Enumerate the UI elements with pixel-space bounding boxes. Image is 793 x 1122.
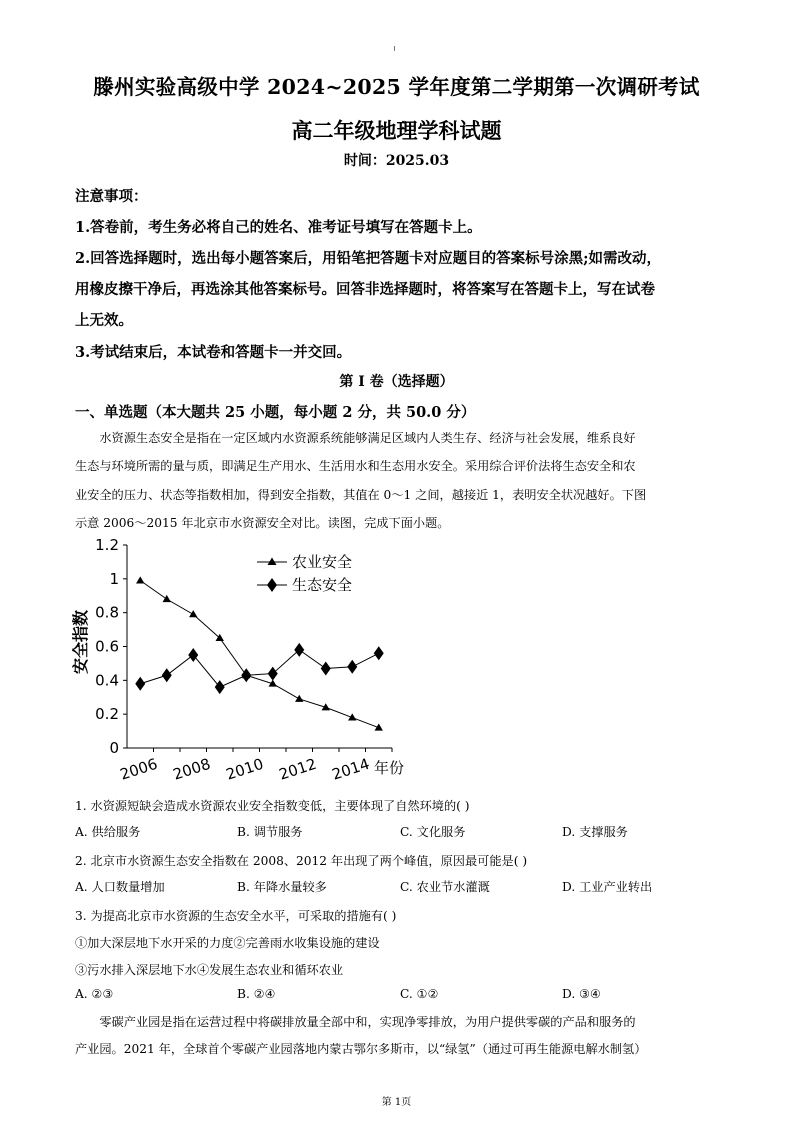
legend-marker-triangle bbox=[268, 558, 277, 566]
data-point-diamond bbox=[294, 643, 304, 657]
question-3-option-b: B. ②④ bbox=[237, 987, 276, 1001]
question-3-line-2: ③污水排入深层地下水④发展生态农业和循环农业 bbox=[75, 963, 344, 977]
y-tick-label: 0.4 bbox=[95, 671, 119, 690]
question-2-option-d: D. 工业产业转出 bbox=[562, 880, 653, 894]
y-tick-label: 1.2 bbox=[95, 536, 119, 554]
y-tick-label: 0.6 bbox=[95, 637, 119, 656]
question-3-option-d: D. ③④ bbox=[562, 987, 601, 1001]
passage-1-line-1: 水资源生态安全是指在一定区域内水资源系统能够满足区域内人类生存、经济与社会发展，维系良好 bbox=[75, 431, 636, 445]
x-tick-label: 2010 bbox=[223, 754, 266, 784]
passage-2-line-1: 零碳产业园是指在运营过程中将碳排放量全部中和，实现净零排放，为用户提供零碳的产品和服务的 bbox=[75, 1015, 636, 1029]
question-2-option-c: C. 农业节水灌溉 bbox=[400, 880, 490, 894]
data-point-diamond bbox=[347, 660, 357, 674]
data-point-triangle bbox=[163, 595, 171, 602]
y-tick-label: 0 bbox=[109, 739, 119, 757]
section-title: 第 I 卷（选择题） bbox=[339, 374, 454, 390]
question-3-option-a: A. ②③ bbox=[75, 987, 114, 1001]
notice-item-3: 3.考试结束后，本试卷和答题卡一并交回。 bbox=[75, 344, 352, 361]
notice-item-2-line-3: 上无效。 bbox=[75, 312, 133, 329]
question-2-option-b: B. 年降水量较多 bbox=[237, 880, 327, 894]
water-safety-chart bbox=[70, 535, 430, 785]
legend-label-2: 生态安全 bbox=[292, 576, 353, 594]
legend-marker-diamond bbox=[267, 578, 277, 592]
data-point-triangle bbox=[189, 610, 197, 617]
question-3-option-c: C. ①② bbox=[400, 987, 439, 1001]
x-tick-label: 2014 bbox=[329, 754, 372, 784]
data-point-triangle bbox=[136, 576, 144, 583]
x-tick-label: 2008 bbox=[170, 754, 213, 784]
data-point-diamond bbox=[162, 668, 172, 682]
x-tick-label: 2012 bbox=[276, 754, 319, 784]
notice-item-1: 1.答卷前，考生务必将自己的姓名、准考证号填写在答题卡上。 bbox=[75, 219, 482, 236]
question-1-option-d: D. 支撑服务 bbox=[562, 825, 628, 839]
question-3-stem: 3. 为提高北京市水资源的生态安全水平，可采取的措施有( ) bbox=[75, 909, 397, 923]
exam-title: 滕州实验高级中学 2024~2025 学年度第二学期第一次调研考试 bbox=[93, 75, 700, 99]
question-1-option-b: B. 调节服务 bbox=[237, 825, 303, 839]
question-3-line-1: ①加大深层地下水开采的力度②完善雨水收集设施的建设 bbox=[75, 936, 380, 950]
data-point-diamond bbox=[321, 661, 331, 675]
series-line-2 bbox=[140, 650, 379, 687]
passage-1-line-2: 生态与环境所需的量与质，即满足生产用水、生活用水和生态用水安全。采用综合评价法将生态安全和农 bbox=[75, 459, 636, 473]
series-line-1 bbox=[140, 581, 379, 728]
passage-1-line-4: 示意 2006～2015 年北京市水资源安全对比。读图，完成下面小题。 bbox=[75, 516, 450, 530]
data-point-diamond bbox=[268, 667, 278, 681]
passage-1-line-3: 业安全的压力、状态等指数相加，得到安全指数，其值在 0～1 之间，越接近 1，表明安全状况越好。下图 bbox=[75, 488, 647, 502]
question-1-option-a: A. 供给服务 bbox=[75, 825, 141, 839]
exam-time: 时间：2025.03 bbox=[343, 153, 450, 169]
passage-2-line-2: 产业园。2021 年，全球首个零碳产业园落地内蒙古鄂尔多斯市，以“绿氢”（通过可再生能源电解水制氢） bbox=[75, 1042, 647, 1056]
y-tick-label: 0.2 bbox=[95, 705, 119, 724]
data-point-diamond bbox=[374, 646, 384, 660]
data-point-triangle bbox=[295, 695, 303, 702]
page-number: 第 1页 bbox=[381, 1097, 412, 1108]
top-mark bbox=[394, 46, 395, 51]
question-2-option-a: A. 人口数量增加 bbox=[75, 880, 165, 894]
y-tick-label: 1 bbox=[109, 569, 119, 588]
x-axis-label: 年份 bbox=[374, 759, 405, 777]
question-1-stem: 1. 水资源短缺会造成水资源农业安全指数变低，主要体现了自然环境的( ) bbox=[75, 799, 470, 813]
section-heading: 一、单选题（本大题共 25 小题，每小题 2 分，共 50.0 分） bbox=[75, 404, 476, 421]
y-axis-label: 安全指数 bbox=[71, 609, 90, 675]
notice-item-2-line-2: 用橡皮擦干净后，再选涂其他答案标号。回答非选择题时，将答案写在答题卡上，写在试卷 bbox=[75, 281, 655, 298]
y-tick-label: 0.8 bbox=[95, 603, 119, 622]
exam-subtitle: 高二年级地理学科试题 bbox=[291, 118, 502, 143]
legend-label-1: 农业安全 bbox=[292, 553, 353, 571]
question-2-stem: 2. 北京市水资源生态安全指数在 2008、2012 年出现了两个峰值，原因最可能是( ) bbox=[75, 854, 528, 868]
data-point-diamond bbox=[135, 677, 145, 691]
notice-item-2-line-1: 2.回答选择题时，选出每小题答案后，用铅笔把答题卡对应题目的答案标号涂黑;如需改动， bbox=[75, 250, 661, 267]
question-1-option-c: C. 文化服务 bbox=[400, 825, 466, 839]
x-tick-label: 2006 bbox=[117, 754, 160, 784]
notice-heading: 注意事项： bbox=[75, 188, 148, 205]
